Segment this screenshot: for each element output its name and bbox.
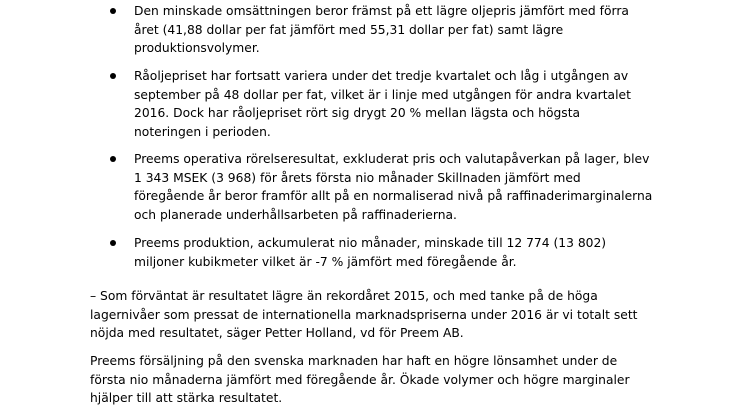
sales-paragraph: Preems försäljning på den svenska marknaden har haft en högre lönsamhet under de första nio månaderna jämfört med föregående år. Ökade volymer och högre marginaler hjälper till att stärka resultatet. bbox=[90, 354, 630, 405]
bullet-item-revenue bbox=[111, 2, 671, 58]
bullet-item-production bbox=[111, 234, 671, 271]
bullet-text: Preems produktion, ackumulerat nio månader, minskade till 12 774 (13 802) miljoner kubikmeter vilket är -7 % jämfört med föregående år. bbox=[134, 236, 607, 269]
bullet-dot bbox=[110, 156, 116, 162]
bullet-dot bbox=[110, 73, 116, 79]
bullet-text: Den minskade omsättningen beror främst på ett lägre oljepris jämfört med förra året (41,88 dollar per fat jämfört med 55,31 dollar per fat) samt lägre produktionsvolymer. bbox=[134, 4, 629, 55]
bullet-text: Råoljepriset har fortsatt variera under det tredje kvartalet och låg i utgången av september på 48 dollar per fat, vilket är i linje med utgången för andra kvartalet 2016. Dock har råoljepriset rört sig drygt 20 % mellan lägsta och högsta noteringen i perioden. bbox=[134, 69, 631, 139]
bullet-text: Preems operativa rörelseresultat, exkluderat pris och valutapåverkan på lager, blev 1 343 MSEK (3 968) för årets första nio månader Skillnaden jämfört med föregående år beror framför allt på en normaliserad nivå på raffinaderimarginalerna och planerade underhållsarbeten på raffinaderierna. bbox=[134, 152, 653, 222]
bullet-item-crude-oil-price bbox=[111, 67, 671, 141]
bullet-item-operating-result bbox=[111, 150, 671, 224]
bullet-dot bbox=[110, 8, 116, 14]
quote-paragraph: – Som förväntat är resultatet lägre än rekordåret 2015, och med tanke på de höga lagernivåer som pressat de internationella marknadspriserna under 2016 är vi totalt sett nöjda med resultatet, säger Petter Holland, vd för Preem AB. bbox=[90, 289, 638, 340]
bullet-dot bbox=[110, 240, 116, 246]
